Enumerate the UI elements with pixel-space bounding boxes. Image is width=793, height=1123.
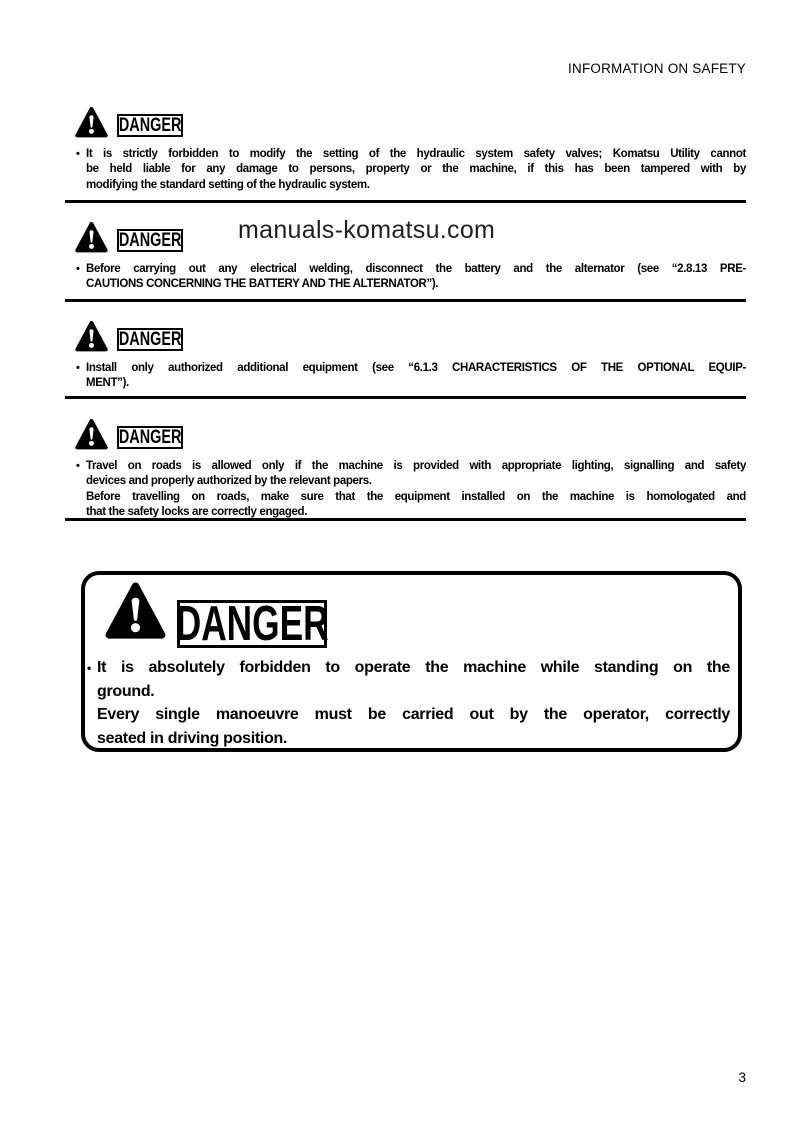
paragraph-line: be held liable for any damage to persons, property or the machine, if this has been tampered with by [86,163,746,176]
section-divider [65,200,746,203]
warning-triangle-icon [75,106,108,141]
danger-heading [65,418,746,459]
warning-triangle-icon [105,578,166,648]
danger-label: DANGER [118,329,182,350]
paragraph-line: It is strictly forbidden to modify the setting of the hydraulic system safety valves; Komatsu Utility cannot [86,148,746,160]
paragraph-line: Travel on roads is allowed only if the machine is provided with appropriate lighting, signalling and safety [86,460,746,472]
paragraph-line: Before carrying out any electrical welding, disconnect the battery and the alternator (see “2.8.13 PRE- [86,263,746,275]
section-divider [65,518,746,521]
danger-section-1 [65,106,746,193]
paragraph-line: CAUTIONS CONCERNING THE BATTERY AND THE ALTERNATOR”). [86,278,439,291]
danger-label-box [117,229,183,252]
danger-callout-box [81,571,742,752]
paragraph-line: MENT”). [86,377,129,390]
paragraph-line: Install only authorized additional equipment (see “6.1.3 CHARACTERISTICS OF THE OPTIONAL EQUIP- [86,362,746,374]
danger-heading [65,221,746,262]
bullet-dot: • [76,460,80,472]
warning-triangle-icon [75,221,108,256]
warning-paragraph [76,459,746,521]
danger-callout-heading [85,575,738,652]
danger-section-3 [65,320,746,392]
warning-paragraph [76,262,746,293]
paragraph-line: ground. [97,682,155,700]
paragraph-line: modifying the standard setting of the hydraulic system. [86,178,370,191]
warning-triangle-icon [75,418,108,453]
paragraph-line: seated in driving position. [97,729,288,747]
bullet-dot: • [76,148,80,160]
danger-label: DANGER [118,230,182,251]
danger-label-box [175,596,329,651]
warning-paragraph [76,147,746,193]
bullet-dot: • [87,661,92,675]
paragraph-line: Every single manoeuvre must be carried out by the operator, correctly [97,706,730,723]
danger-heading [65,106,746,147]
danger-label-box [117,114,183,137]
danger-label-box [117,328,183,351]
section-divider [65,299,746,302]
page-number: 3 [738,1070,746,1085]
paragraph-line: Before travelling on roads, make sure that the equipment installed on the machine is homologated and [86,490,746,503]
warning-paragraph [76,361,746,392]
warning-paragraph [85,656,738,750]
danger-section-2 [65,221,746,293]
page-header: INFORMATION ON SAFETY [568,61,746,76]
danger-label-box [117,426,183,449]
paragraph-line: that the safety locks are correctly engaged. [86,506,308,519]
paragraph-line: devices and properly authorized by the relevant papers. [86,475,372,488]
danger-label: DANGER [118,115,182,136]
paragraph-line: It is absolutely forbidden to operate the machine while standing on the [97,659,730,676]
danger-heading [65,320,746,361]
danger-label: DANGER [118,427,182,448]
bullet-dot: • [76,263,80,275]
warning-triangle-icon [75,320,108,355]
danger-label: DANGER [175,596,329,651]
bullet-dot: • [76,362,80,374]
watermark-text: manuals-komatsu.com [238,216,496,244]
danger-section-4 [65,418,746,521]
section-divider [65,396,746,399]
